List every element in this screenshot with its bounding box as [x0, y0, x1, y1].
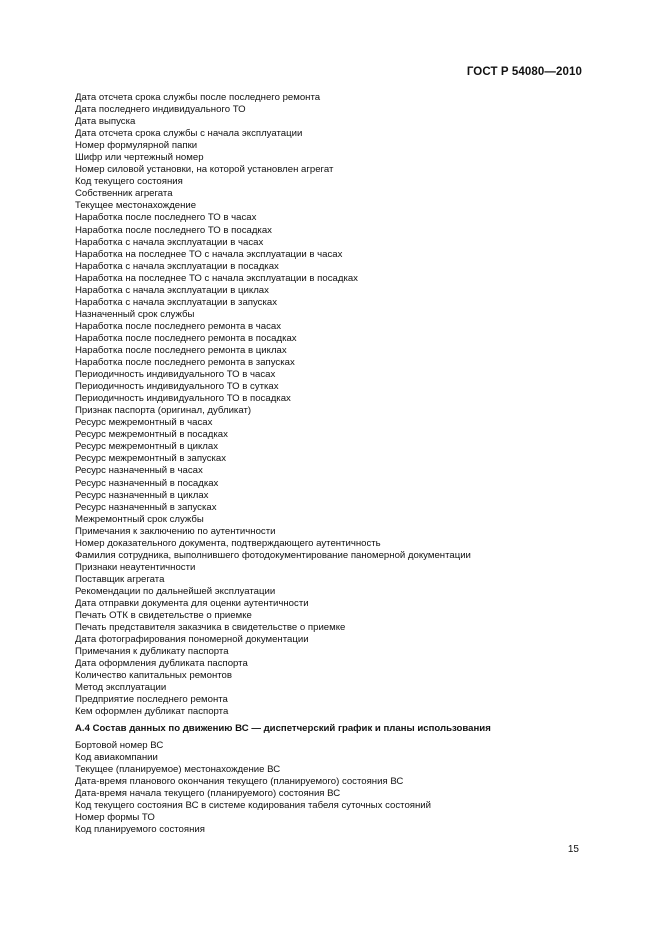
- list-item: Печать ОТК в свидетельстве о приемке: [75, 610, 252, 622]
- list-item: Признак паспорта (оригинал, дубликат): [75, 405, 252, 417]
- list-item: Назначенный срок службы: [75, 308, 195, 320]
- document-header-code: ГОСТ Р 54080—2010: [466, 66, 582, 78]
- list-item: Дата оформления дубликата паспорта: [75, 658, 248, 670]
- data-items-list-b: [75, 740, 595, 836]
- list-item: Периодичность индивидуального ТО в часах: [75, 369, 276, 381]
- list-item: Текущее местонахождение: [75, 200, 197, 212]
- list-item: Ресурс назначенный в запусках: [75, 501, 217, 513]
- list-item: Наработка после последнего ремонта в запусках: [75, 357, 295, 369]
- list-item: Номер формулярной папки: [75, 140, 198, 152]
- list-item: Шифр или чертежный номер: [75, 152, 204, 164]
- list-item: Наработка с начала эксплуатации в запусках: [75, 296, 277, 308]
- list-item: Ресурс межремонтный в часах: [75, 417, 213, 429]
- list-item: Собственник агрегата: [75, 188, 173, 200]
- page-number: 15: [567, 844, 579, 855]
- list-item: Количество капитальных ремонтов: [75, 670, 232, 682]
- list-item: Рекомендации по дальнейшей эксплуатации: [75, 585, 276, 597]
- list-item: Код планируемого состояния: [75, 824, 205, 836]
- list-item: Текущее (планируемое) местонахождение ВС: [75, 764, 281, 776]
- list-item: Номер доказательного документа, подтверждающего аутентичность: [75, 537, 381, 549]
- list-item: Наработка после последнего ТО в часах: [75, 212, 257, 224]
- list-item: Ресурс назначенный в посадках: [75, 477, 219, 489]
- list-item: Ресурс назначенный в часах: [75, 465, 203, 477]
- list-item: Наработка после последнего ремонта в циклах: [75, 344, 287, 356]
- list-item: Примечания к дубликату паспорта: [75, 646, 229, 658]
- list-item: Ресурс межремонтный в циклах: [75, 441, 219, 453]
- list-item: Наработка с начала эксплуатации в часах: [75, 236, 264, 248]
- list-item: Дата последнего индивидуального ТО: [75, 104, 246, 116]
- list-item: Периодичность индивидуального ТО в посадках: [75, 393, 291, 405]
- list-item: Код текущего состояния ВС в системе кодирования табеля суточных состояний: [75, 800, 432, 812]
- list-item: Наработка после последнего ремонта в часах: [75, 320, 282, 332]
- list-item: Дата-время начала текущего (планируемого) состояния ВС: [75, 788, 341, 800]
- list-item: Ресурс межремонтный в посадках: [75, 429, 228, 441]
- list-item: Дата отсчета срока службы с начала эксплуатации: [75, 128, 303, 140]
- list-item: Предприятие последнего ремонта: [75, 694, 228, 706]
- list-item: Ресурс межремонтный в запусках: [75, 453, 227, 465]
- list-item: Код текущего состояния: [75, 176, 183, 188]
- list-item: Признаки неаутентичности: [75, 561, 196, 573]
- list-item: Номер силовой установки, на которой установлен агрегат: [75, 164, 334, 176]
- list-item: Наработка на последнее ТО с начала эксплуатации в посадках: [75, 272, 358, 284]
- list-item: Наработка с начала эксплуатации в посадках: [75, 260, 279, 272]
- list-item: Метод эксплуатации: [75, 682, 167, 694]
- list-item: Кем оформлен дубликат паспорта: [75, 706, 229, 718]
- list-item: Номер формы ТО: [75, 812, 155, 824]
- list-item: Наработка на последнее ТО с начала эксплуатации в часах: [75, 248, 343, 260]
- list-item: Наработка после последнего ТО в посадках: [75, 224, 272, 236]
- list-item: Периодичность индивидуального ТО в сутках: [75, 381, 279, 393]
- data-items-list-a: [75, 92, 595, 718]
- list-item: Дата-время планового окончания текущего (планируемого) состояния ВС: [75, 776, 404, 788]
- list-item: Дата отправки документа для оценки аутентичности: [75, 597, 309, 609]
- list-item: Дата выпуска: [75, 116, 136, 128]
- list-item: Межремонтный срок службы: [75, 513, 204, 525]
- list-item: Поставщик агрегата: [75, 573, 165, 585]
- list-item: Дата фотографирования пономерной документации: [75, 634, 309, 646]
- list-item: Наработка с начала эксплуатации в циклах: [75, 284, 269, 296]
- list-item: Печать представителя заказчика в свидетельстве о приемке: [75, 622, 346, 634]
- list-item: Примечания к заключению по аутентичности: [75, 525, 276, 537]
- list-item: Дата отсчета срока службы после последнего ремонта: [75, 92, 321, 103]
- section-title: А.4 Состав данных по движению ВС — диспетчерский график и планы использования: [75, 723, 491, 734]
- list-item: Бортовой номер ВС: [75, 740, 164, 751]
- list-item: Код авиакомпании: [75, 752, 158, 764]
- list-item: Ресурс назначенный в циклах: [75, 489, 209, 501]
- list-item: Наработка после последнего ремонта в посадках: [75, 332, 297, 344]
- list-item: Фамилия сотрудника, выполнившего фотодокументирование паномерной документации: [75, 549, 471, 561]
